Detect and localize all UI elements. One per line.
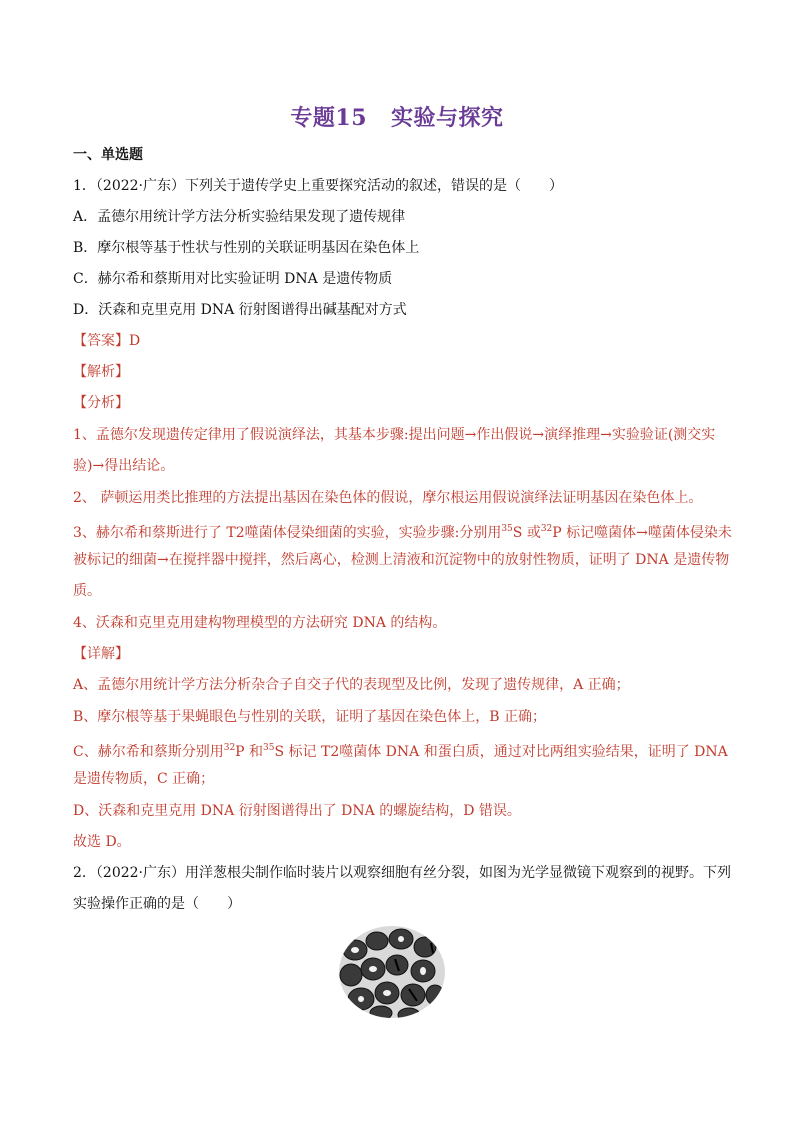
- question-2-stem: 2．（2022·广东）用洋葱根尖制作临时装片以观察细胞有丝分裂，如图为光学显微镜下观察到的视野。下列: [73, 865, 731, 881]
- question-1-option-b: B．摩尔根等基于性状与性别的关联证明基因在染色体上: [73, 240, 420, 256]
- analysis-point-3-pre: 3、赫尔希和蔡斯进行了 T2噬菌体侵染细菌的实验，实验步骤:分别用: [73, 525, 502, 541]
- fenxi-label: 【分析】: [73, 395, 129, 411]
- question-2-stem-cont: 实验操作正确的是（ ）: [73, 896, 241, 912]
- analysis-point-3-post: P 标记噬菌体→噬菌体侵染未: [552, 525, 732, 541]
- detail-c-post: S 标记 T2噬菌体 DNA 和蛋白质，通过对比两组实验结果，证明了 DNA: [274, 744, 728, 760]
- page-title: [0, 101, 794, 132]
- isotope-superscript: 35: [501, 524, 513, 534]
- detail-a: A、孟德尔用统计学方法分析杂合子自交子代的表现型及比例，发现了遗传规律，A 正确；: [73, 677, 630, 693]
- question-1-option-c: C．赫尔希和蔡斯用对比实验证明 DNA 是遗传物质: [73, 271, 393, 287]
- title-topic: 专题15: [290, 105, 368, 131]
- isotope-superscript: 32: [540, 524, 553, 534]
- isotope-superscript: 32: [223, 743, 236, 753]
- analysis-point-4: 4、沃森和克里克用建构物理模型的方法研究 DNA 的结构。: [73, 615, 447, 631]
- analysis-point-3-mid: S 或: [512, 525, 541, 541]
- analysis-point-3-end: 质。: [73, 583, 101, 599]
- detail-c-cont: 是遗传物质，C 正确；: [73, 771, 215, 787]
- answer-label: 【答案】D: [73, 333, 141, 349]
- microscope-image: [337, 925, 447, 1020]
- isotope-superscript: 35: [263, 743, 275, 753]
- detail-b: B、摩尔根等基于果蝇眼色与性别的关联，证明了基因在染色体上，B 正确；: [73, 709, 547, 725]
- detail-c-mid: P 和: [235, 744, 264, 760]
- analysis-point-1-cont: 验)→得出结论。: [73, 458, 175, 474]
- detail-d: D、沃森和克里克用 DNA 衍射图谱得出了 DNA 的螺旋结构，D 错误。: [73, 803, 521, 819]
- analysis-point-3-cont: 被标记的细菌→在搅拌器中搅拌，然后离心，检测上清液和沉淀物中的放射性物质，证明了 DNA 是遗传物: [73, 552, 730, 568]
- analysis-point-2: 2、 萨顿运用类比推理的方法提出基因在染色体的假说，摩尔根运用假说演绎法证明基因在染色体上。: [73, 490, 703, 506]
- question-1-stem: 1．（2022·广东）下列关于遗传学史上重要探究活动的叙述，错误的是（ ）: [73, 178, 563, 194]
- detail-c: [73, 738, 728, 762]
- section-heading: 一、单选题: [73, 147, 143, 163]
- title-name: 实验与探究: [391, 105, 504, 131]
- jiexi-label: 【解析】: [73, 364, 129, 380]
- question-1-option-d: D．沃森和克里克用 DNA 衍射图谱得出碱基配对方式: [73, 302, 407, 318]
- conclusion: 故选 D。: [73, 834, 131, 850]
- question-1-option-a: A．孟德尔用统计学方法分析实验结果发现了遗传规律: [73, 209, 406, 225]
- detail-c-pre: C、赫尔希和蔡斯分别用: [73, 744, 224, 760]
- analysis-point-1: 1、孟德尔发现遗传定律用了假说演绎法，其基本步骤:提出问题→作出假说→演绎推理→实验验证(测交实: [73, 427, 716, 443]
- xiangjie-label: 【详解】: [73, 646, 129, 662]
- analysis-point-3: [73, 519, 732, 543]
